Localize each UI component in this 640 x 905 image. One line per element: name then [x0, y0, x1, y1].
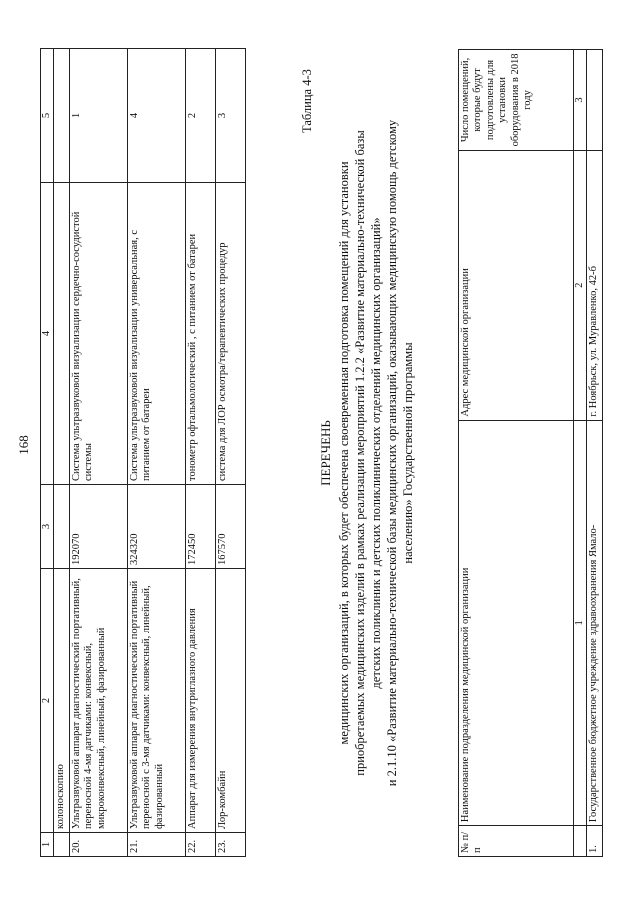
- header-room-count: Число помещений, которые будут подготовлены для установки оборудования в 2018 году: [459, 50, 574, 151]
- equipment-description: система для ЛОР осмотра/терапевтических процедур: [215, 183, 245, 485]
- header-number: № п/п: [459, 826, 574, 857]
- column-number: 2: [574, 150, 587, 420]
- equipment-price: 192070: [69, 485, 127, 569]
- equipment-name: Ультразвуковой аппарат диагностический портативный, переносной 4-мя датчиками: конвексный, микроконвексный, линейный, фазированный: [69, 569, 127, 833]
- equipment-name: Аппарат для измерения внутриглазного давления: [185, 569, 215, 833]
- equipment-description: Система ультразвуковой визуализации сердечно-сосудистой системы: [69, 183, 127, 485]
- row-number: 20.: [69, 833, 127, 857]
- equipment-count: 4: [127, 49, 185, 183]
- table-row: [587, 50, 602, 857]
- heading-line: приобретаемых медицинских изделий в рамках реализации мероприятий 1.2.2 «Развитие материально-технической базы: [352, 130, 367, 776]
- column-number: 2: [41, 569, 54, 833]
- equipment-name: Ультразвуковой аппарат диагностический портативный переносной с 3-мя датчиками: конвексный, линейный, фазированный: [127, 569, 185, 833]
- header-address: Адрес медицинской организации: [459, 150, 574, 420]
- column-number: 3: [574, 50, 587, 151]
- equipment-name: Лор-комбайн: [215, 569, 245, 833]
- row-number: 22.: [185, 833, 215, 857]
- heading-line: медицинских организаций, в которых будет обеспечена своевременная подготовка помещений для установки: [336, 161, 351, 745]
- equipment-count: 2: [185, 49, 215, 183]
- row-number: 21.: [127, 833, 185, 857]
- heading-line: детских поликлиник и детских поликлинических отделений медицинских организаций»: [368, 217, 383, 689]
- equipment-price: 172450: [185, 485, 215, 569]
- table-label: Таблица 4-3: [300, 69, 314, 133]
- column-number: 4: [41, 183, 54, 485]
- equipment-count: 3: [215, 49, 245, 183]
- row-number: 23.: [215, 833, 245, 857]
- equipment-description: тонометр офтальмологический , с питанием от батареи: [185, 183, 215, 485]
- equipment-count: 1: [69, 49, 127, 183]
- table-row: [215, 49, 245, 857]
- column-number-row: [41, 49, 54, 857]
- heading-title: ПЕРЕЧЕНЬ: [318, 420, 333, 486]
- header-row: [459, 50, 574, 857]
- organizations-table: [458, 49, 603, 857]
- column-number: 1: [41, 833, 54, 857]
- heading-line: населению» Государственной программы: [400, 342, 415, 564]
- column-number: 3: [41, 485, 54, 569]
- column-number: 1: [574, 420, 587, 826]
- column-number-row: [574, 50, 587, 857]
- column-number: 5: [41, 49, 54, 183]
- org-address: г. Ноябрьск, ул. Муравленко, 42-б: [587, 150, 602, 420]
- equipment-description: Система ультразвуковой визуализации универсальная, с питанием от батареи: [127, 183, 185, 485]
- equipment-price: 167570: [215, 485, 245, 569]
- equipment-table: [40, 48, 246, 857]
- table-row: [69, 49, 127, 857]
- row-number: 1.: [587, 826, 602, 857]
- carry-over-text: колоноскопию: [54, 569, 69, 833]
- page-number: 168: [16, 435, 31, 455]
- org-name: Государственное бюджетное учреждение здравоохранения Ямало-: [587, 420, 602, 826]
- list-heading: [318, 49, 416, 857]
- carry-over-row: [54, 49, 69, 857]
- heading-line: и 2.1.10 «Развитие материально-технической базы медицинских организаций, оказывающих медицинскую помощь детскому: [384, 119, 399, 787]
- table-row: [185, 49, 215, 857]
- header-org-name: Наименование подразделения медицинской организации: [459, 420, 574, 826]
- table-row: [127, 49, 185, 857]
- room-count: [587, 50, 602, 151]
- equipment-price: 324320: [127, 485, 185, 569]
